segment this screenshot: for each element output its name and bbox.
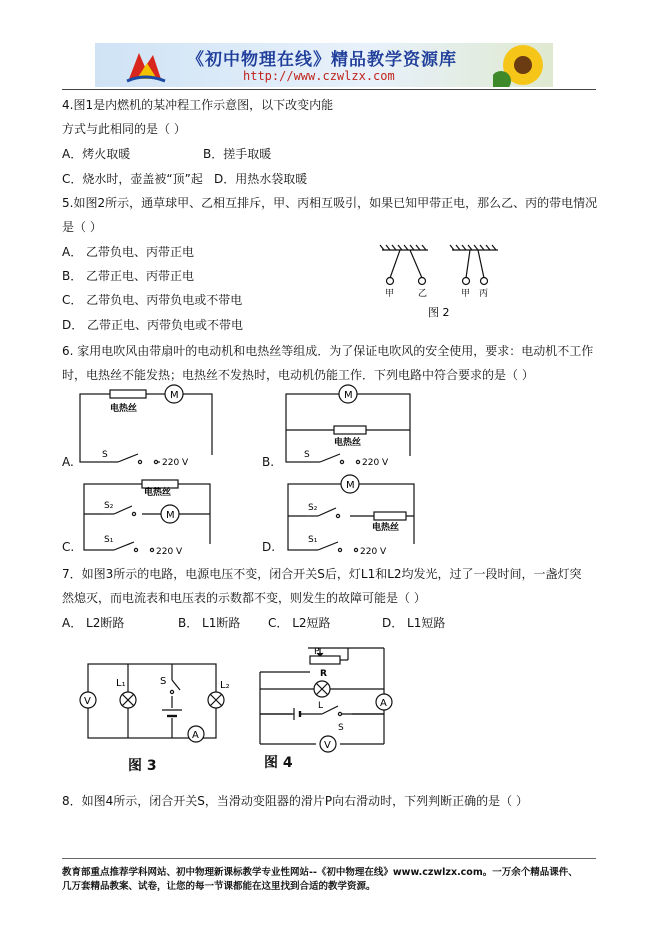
q4-option-b: B．搓手取暖 — [203, 147, 272, 161]
switch-s1-label: S₁ — [308, 535, 318, 545]
rheostat-label: R — [320, 669, 327, 679]
q6-stem-line1: 6. 家用电吹风由带扇叶的电动机和电热丝等组成．为了保证电吹风的安全使用，要求：电动机不工作 — [62, 344, 594, 358]
q7-stem-line2: 然熄灭，而电流表和电压表的示数都不变，则发生的故障可能是（ ） — [62, 591, 426, 605]
q6-option-c-label: C. — [62, 540, 75, 554]
q5-option-c: C． 乙带负电、丙带负电或不带电 — [62, 293, 243, 307]
figure-2-caption: 图 2 — [428, 306, 450, 319]
ball-label-jia2: 甲 — [461, 289, 471, 299]
q5-option-b: B． 乙带正电、丙带正电 — [62, 269, 195, 283]
voltage-label: 220 V — [162, 458, 189, 468]
footer-line1: 教育部重点推荐学科网站、初中物理新课标教学专业性网站--《初中物理在线》www.czwlzx.com。一万余个精品课件、 — [62, 867, 578, 878]
circuit-c — [78, 478, 218, 556]
figure-4-circuit — [254, 644, 394, 756]
q6-option-b-label: B. — [262, 455, 275, 469]
motor-symbol: M — [166, 510, 175, 521]
header-banner — [95, 43, 553, 87]
header-rule — [62, 89, 596, 90]
motor-symbol: M — [346, 480, 355, 491]
q4-option-c: C．烧水时，壶盖被“顶”起 — [62, 172, 203, 186]
q7-option-d: D． L1短路 — [382, 616, 446, 630]
q7-stem-line1: 7．如图3所示的电路，电源电压不变，闭合开关S后，灯L1和L2均发光，过了一段时间，一盏灯突 — [62, 567, 582, 581]
logo-icon — [123, 49, 167, 83]
q4-option-a: A．烤火取暖 — [62, 147, 131, 161]
voltage-label: 220 V — [362, 458, 389, 468]
switch-s-label: S — [304, 450, 310, 460]
figure-2-balls — [378, 244, 508, 324]
circuit-b — [278, 384, 418, 468]
slider-label: P — [314, 647, 320, 657]
voltmeter-symbol: V — [324, 740, 331, 751]
q7-option-b: B． L1断路 — [178, 616, 241, 630]
q6-option-a-label: A. — [62, 455, 74, 469]
ball-label-jia: 甲 — [385, 289, 395, 299]
lamp2-label: L₂ — [220, 680, 230, 691]
circuit-a — [76, 384, 216, 468]
q7-option-c: C． L2短路 — [268, 616, 331, 630]
footer-rule — [62, 858, 596, 859]
ammeter-symbol: A — [380, 698, 387, 709]
heater-label: 电热丝 — [110, 404, 138, 414]
voltage-label: 220 V — [156, 547, 183, 556]
q4-option-d: D．用热水袋取暖 — [214, 172, 308, 186]
figure-3-circuit — [72, 658, 240, 748]
voltmeter-symbol: V — [84, 696, 91, 707]
ball-label-bing: 丙 — [479, 289, 489, 299]
sunflower-icon — [493, 43, 553, 87]
figure-4-caption: 图 4 — [264, 755, 293, 771]
q6-stem-line2: 时，电热丝不能发热；电热丝不发热时，电动机仍能工作．下列电路中符合要求的是（ ） — [62, 368, 534, 382]
switch-s2-label: S₂ — [104, 501, 114, 511]
q5-option-a: A． 乙带负电、丙带正电 — [62, 245, 195, 259]
motor-symbol: M — [170, 390, 179, 401]
lamp-label: L — [318, 701, 324, 711]
q7-option-a: A． L2断路 — [62, 616, 125, 630]
motor-symbol: M — [344, 390, 353, 401]
switch-label: S — [160, 676, 167, 687]
q4-stem-line2: 方式与此相同的是（ ） — [62, 122, 186, 136]
ammeter-symbol: A — [192, 730, 199, 741]
q5-stem-line2: 是（ ） — [62, 220, 102, 234]
switch-s-label: S — [102, 450, 108, 460]
voltage-label: 220 V — [360, 547, 387, 556]
figure-3-caption: 图 3 — [128, 758, 157, 774]
heater-label: 电热丝 — [144, 488, 172, 498]
ball-label-yi: 乙 — [418, 289, 428, 299]
q8-stem: 8．如图4所示，闭合开关S，当滑动变阻器的滑片P向右滑动时，下列判断正确的是（ ） — [62, 794, 528, 808]
circuit-d — [282, 474, 422, 556]
switch-s1-label: S₁ — [104, 535, 114, 545]
footer-line2: 几万套精品教案、试卷，让您的每一节课都能在这里找到合适的教学资源。 — [62, 881, 376, 892]
heater-label: 电热丝 — [372, 523, 400, 533]
lamp1-label: L₁ — [116, 678, 126, 689]
q6-option-d-label: D. — [262, 540, 276, 554]
q4-stem-line1: 4.图1是内燃机的某冲程工作示意图，以下改变内能 — [62, 98, 334, 112]
banner-url: http://www.czwlzx.com — [243, 69, 395, 83]
q5-stem-line1: 5.如图2所示，通草球甲、乙相互排斥，甲、丙相互吸引，如果已知甲带正电，那么乙、丙的带电情况 — [62, 196, 598, 210]
heater-label: 电热丝 — [334, 438, 362, 448]
switch-label: S — [338, 723, 344, 733]
switch-s2-label: S₂ — [308, 503, 318, 513]
q5-option-d: D． 乙带正电、丙带负电或不带电 — [62, 318, 244, 332]
banner-title: 《初中物理在线》精品教学资源库 — [187, 50, 457, 70]
